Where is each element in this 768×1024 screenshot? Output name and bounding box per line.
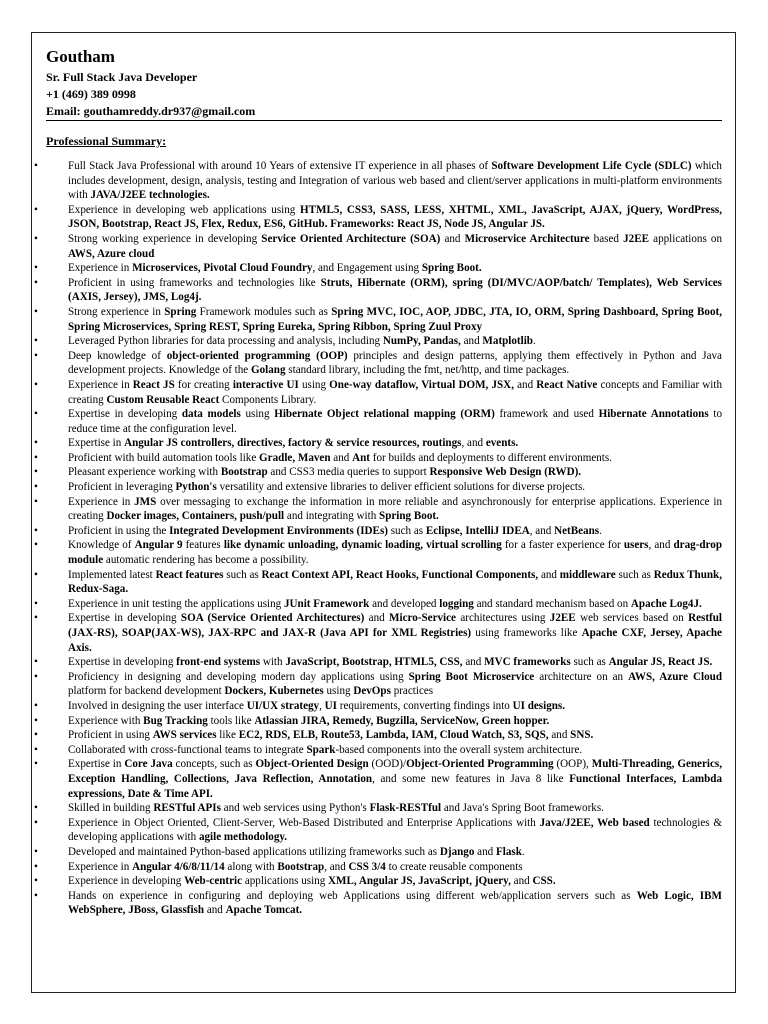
bullet-marker: • xyxy=(34,860,38,873)
summary-item: • Hands on experience in configuring and deploying web Applications using different web/application servers such as Web Logic, IBM WebSphere, JBoss, Glassfish and Apache Tomcat. xyxy=(34,889,722,917)
bold-keyword: Functional Interfaces, Lambda expressions, Date & Time API. xyxy=(68,772,722,800)
bold-keyword: Angular JS, React JS. xyxy=(608,656,713,669)
summary-item: • Experience in Angular 4/6/8/11/14 along with Bootstrap, and CSS 3/4 to create reusable components xyxy=(34,860,523,873)
bold-keyword: Django xyxy=(439,845,475,858)
bold-keyword: Web Logic, IBM WebSphere, JBoss, Glassfish xyxy=(68,889,722,917)
bold-keyword: Ant xyxy=(352,451,370,464)
bold-keyword: Struts, Hibernate (ORM), spring (DI/MVC/AOP/batch/ Templates), Web Services (AXIS, Jersey), JMS, Log4j. xyxy=(68,276,722,304)
bold-keyword: MVC frameworks xyxy=(484,656,571,669)
summary-item: • Experience in unit testing the applications using JUnit Framework and developed logging and standard mechanism based on Apache Log4J. xyxy=(34,597,702,610)
bullet-marker: • xyxy=(34,568,38,581)
bold-keyword: Spring Boot. xyxy=(379,510,439,523)
bullet-marker: • xyxy=(34,889,38,902)
bold-keyword: JMS xyxy=(134,495,157,508)
bullet-marker: • xyxy=(34,437,38,450)
bullet-marker: • xyxy=(34,699,38,712)
bold-keyword: agile methodology. xyxy=(198,831,288,844)
bullet-marker: • xyxy=(34,845,38,858)
bold-keyword: Micro-Service xyxy=(389,612,456,625)
bullet-marker: • xyxy=(34,349,38,362)
summary-item: • Full Stack Java Professional with around 10 Years of extensive IT experience in all phases of Software Development Life Cycle (SDLC) which includes development, design, analysis, testing and Integration of various web based and client/server applications in multi-platform environments with JAVA/J2EE technologies. xyxy=(34,160,722,202)
bold-keyword: Python's xyxy=(175,481,217,494)
candidate-phone: +1 (469) 389 0998 xyxy=(46,87,136,101)
bullet-marker: • xyxy=(34,743,38,756)
bold-keyword: UI xyxy=(324,699,337,712)
bullet-marker: • xyxy=(34,656,38,669)
bold-keyword: Service Oriented Architecture (SOA) xyxy=(261,232,441,245)
bold-keyword: object-oriented programming (OOP) xyxy=(166,349,348,362)
summary-item: • Experience in React JS for creating interactive UI using One-way dataflow, Virtual DOM, JSX, and React Native concepts and Familiar with creating Custom Reusable React Components Library. xyxy=(34,378,722,406)
bold-keyword: Eclipse, IntelliJ IDEA xyxy=(425,524,530,537)
bold-keyword: Hibernate Annotations xyxy=(598,408,709,421)
bold-keyword: Apache CXF, Jersey, Apache Axis. xyxy=(68,627,722,654)
summary-item: • Expertise in developing front-end systems with JavaScript, Bootstrap, HTML5, CSS, and MVC frameworks such as Angular JS, React JS. xyxy=(34,656,713,669)
bullet-marker: • xyxy=(34,408,38,421)
bullet-marker: • xyxy=(34,451,38,464)
bold-keyword: Dockers, Kubernetes xyxy=(224,685,324,698)
bold-keyword: like dynamic unloading, dynamic loading, virtual scrolling xyxy=(223,539,502,552)
bold-keyword: Custom Reusable React xyxy=(106,393,220,406)
bold-keyword: SNS. xyxy=(570,729,594,742)
bold-keyword: Restful (JAX-RS), SOAP(JAX-WS), JAX-RPC and JAX-R (Java API for XML Registries) xyxy=(68,612,723,639)
summary-item: • Involved in designing the user interface UI/UX strategy, UI requirements, converting findings into UI designs. xyxy=(34,699,566,712)
bold-keyword: AWS, Azure cloud xyxy=(68,247,155,260)
summary-item: • Proficient in using the Integrated Development Environments (IDEs) such as Eclipse, IntelliJ IDEA, and NetBeans. xyxy=(34,524,602,537)
bold-keyword: Atlassian JIRA, Remedy, Bugzilla, ServiceNow, Green hopper. xyxy=(254,714,550,727)
bold-keyword: XML, Angular JS, JavaScript, jQuery, xyxy=(328,875,511,888)
bold-keyword: Apache Tomcat. xyxy=(225,904,303,917)
summary-item: • Expertise in developing data models using Hibernate Object relational mapping (ORM) framework and used Hibernate Annotations to reduce time at the configuration level. xyxy=(34,408,722,435)
bold-keyword: AWS, Azure Cloud xyxy=(628,670,722,683)
bold-keyword: Microservices, Pivotal Cloud Foundry xyxy=(132,262,313,275)
bold-keyword: JUnit Framework xyxy=(283,597,370,610)
bold-keyword: UI designs. xyxy=(512,699,566,712)
bold-keyword: events. xyxy=(485,437,519,450)
bullet-marker: • xyxy=(34,612,38,625)
summary-item: • Expertise in developing SOA (Service Oriented Architectures) and Micro-Service architectures using J2EE web services based on Restful (JAX-RS), SOAP(JAX-WS), JAX-RPC and JAX-R (Java API for XML Registries) using frameworks like Apache CXF, Jersey, Apache Axis. xyxy=(34,612,723,654)
bullet-marker: • xyxy=(34,232,38,245)
bold-keyword: Redux Thunk, Redux-Saga. xyxy=(68,568,722,596)
summary-item: • Proficient in using frameworks and technologies like Struts, Hibernate (ORM), spring (DI/MVC/AOP/batch/ Templates), Web Services (AXIS, Jersey), JMS, Log4j. xyxy=(34,276,722,304)
bold-keyword: Bootstrap xyxy=(277,860,325,873)
bold-keyword: front-end systems xyxy=(176,656,261,669)
bold-keyword: AWS services xyxy=(152,729,217,742)
bullet-marker: • xyxy=(34,670,38,683)
summary-item: • Experience in JMS over messaging to exchange the information in more reliable and asynchronously for enterprise applications. Experience in creating Docker images, Containers, push/pull and integrating with Spring Boot. xyxy=(34,495,722,523)
summary-item: • Experience with Bug Tracking tools like Atlassian JIRA, Remedy, Bugzilla, ServiceNow, Green hopper. xyxy=(34,714,550,727)
bold-keyword: EC2, RDS, ELB, Route53, Lambda, IAM, Cloud Watch, S3, SQS, xyxy=(238,729,549,742)
bullet-marker: • xyxy=(34,714,38,727)
bold-keyword: Core Java xyxy=(124,758,173,771)
candidate-title: Sr. Full Stack Java Developer xyxy=(46,70,198,84)
bold-keyword: React Native xyxy=(536,378,598,391)
resume-header xyxy=(46,47,722,120)
summary-item: • Developed and maintained Python-based applications utilizing frameworks such as Django and Flask. xyxy=(34,845,525,858)
bold-keyword: logging xyxy=(439,597,474,610)
summary-item: • Deep knowledge of object-oriented programming (OOP) principles and design patterns, applying them effectively in Python and Java development projects. Knowledge of the Golang standard library, including the fmt, net/http, and time packages. xyxy=(34,349,722,377)
bold-keyword: users xyxy=(623,539,649,552)
bold-keyword: NetBeans xyxy=(554,524,600,537)
bullet-marker: • xyxy=(34,758,38,771)
bold-keyword: Integrated Development Environments (IDEs) xyxy=(169,524,388,537)
bullet-marker: • xyxy=(34,539,38,552)
bold-keyword: J2EE xyxy=(623,232,649,245)
bold-keyword: Spring Boot Microservice xyxy=(408,670,535,683)
bold-keyword: Angular JS controllers, directives, factory & service resources, routings xyxy=(124,437,462,450)
bullet-marker: • xyxy=(34,160,38,172)
summary-item: • Leveraged Python libraries for data processing and analysis, including NumPy, Pandas, and Matplotlib. xyxy=(34,335,536,348)
bullet-marker: • xyxy=(34,335,38,348)
summary-item: • Collaborated with cross-functional teams to integrate Spark-based components into the overall system architecture. xyxy=(34,743,583,756)
bold-keyword: RESTful APIs xyxy=(153,802,221,815)
bold-keyword: Object-Oriented Programming xyxy=(406,758,554,771)
bold-keyword: Docker images, Containers, push/pull xyxy=(106,510,285,523)
bold-keyword: middleware xyxy=(559,568,616,581)
bullet-marker: • xyxy=(34,495,38,508)
bold-keyword: Matplotlib xyxy=(482,335,533,348)
bold-keyword: JavaScript, Bootstrap, HTML5, CSS, xyxy=(285,656,463,669)
summary-item: • Proficiency in designing and developing modern day applications using Spring Boot Microservice architecture on an AWS, Azure Cloud platform for backend development Dockers, Kubernetes using DevOps practices xyxy=(34,670,722,698)
bullet-marker: • xyxy=(34,802,38,815)
bullet-marker: • xyxy=(34,466,38,479)
bullet-marker: • xyxy=(34,816,38,829)
bold-keyword: Flask xyxy=(495,845,522,858)
summary-item: • Skilled in building RESTful APIs and web services using Python's Flask-RESTful and Java's Spring Boot frameworks. xyxy=(34,802,604,815)
bullet-marker: • xyxy=(34,276,38,289)
bold-keyword: drag-drop module xyxy=(68,539,722,567)
bold-keyword: NumPy, Pandas, xyxy=(382,335,461,348)
bold-keyword: Flask-RESTful xyxy=(369,802,442,815)
summary-item: • Expertise in Core Java concepts, such as Object-Oriented Design (OOD)/Object-Oriented Programming (OOP), Multi-Threading, Generics, Exception Handling, Collections, Java Reflection, Annotation, and some new features in Java 8 like Functional Interfaces, Lambda expressions, Date & Time API. xyxy=(34,758,723,800)
bold-keyword: Golang xyxy=(251,364,286,377)
summary-list xyxy=(32,159,722,918)
bold-keyword: interactive UI xyxy=(232,378,299,391)
bold-keyword: React Context API, React Hooks, Functional Components, xyxy=(261,568,539,581)
bold-keyword: J2EE xyxy=(549,612,576,625)
bullet-marker: • xyxy=(34,875,38,888)
bold-keyword: Java/J2EE, Web based xyxy=(539,816,650,829)
bold-keyword: CSS. xyxy=(532,875,556,888)
summary-item: • Expertise in Angular JS controllers, directives, factory & service resources, routings, and events. xyxy=(34,437,519,450)
bold-keyword: SOA (Service Oriented Architectures) xyxy=(180,612,365,625)
bullet-marker: • xyxy=(34,597,38,610)
summary-item: • Pleasant experience working with Bootstrap and CSS3 media queries to support Responsive Web Design (RWD). xyxy=(34,466,582,479)
summary-item: • Experience in Microservices, Pivotal Cloud Foundry, and Engagement using Spring Boot. xyxy=(34,262,482,275)
bold-keyword: Microservice Architecture xyxy=(464,232,590,245)
summary-item: • Knowledge of Angular 9 features like dynamic unloading, dynamic loading, virtual scrolling for a faster experience for users, and drag-drop module automatic rendering has become a possibility. xyxy=(34,539,722,567)
bold-keyword: Multi-Threading, Generics, Exception Handling, Collections, Java Reflection, Annotation xyxy=(68,758,723,785)
bold-keyword: Bug Tracking xyxy=(143,714,208,727)
bold-keyword: Angular 4/6/8/11/14 xyxy=(132,860,225,873)
bullet-marker: • xyxy=(34,305,38,318)
bold-keyword: DevOps xyxy=(353,685,391,698)
bold-keyword: Bootstrap xyxy=(220,466,268,479)
bold-keyword: Angular 9 xyxy=(134,539,183,552)
bold-keyword: Spring xyxy=(164,305,197,318)
bold-keyword: One-way dataflow, Virtual DOM, JSX, xyxy=(329,378,514,391)
bold-keyword: JAVA/J2EE technologies. xyxy=(90,189,210,202)
summary-item: • Implemented latest React features such as React Context API, React Hooks, Functional Components, and middleware such as Redux Thunk, Redux-Saga. xyxy=(34,568,722,596)
summary-item: • Strong working experience in developing Service Oriented Architecture (SOA) and Microservice Architecture based J2EE applications on AWS, Azure cloud xyxy=(34,232,723,260)
bold-keyword: Spring Boot. xyxy=(421,262,482,275)
bold-keyword: HTML5, CSS3, SASS, LESS, XHTML, XML, JavaScript, AJAX, jQuery, WordPress, JSON, Bootstrap, React JS, Flex, Redux, ES6, GitHub. Frameworks: React JS, Node JS, Angular JS. xyxy=(68,203,722,231)
candidate-name: Goutham xyxy=(46,47,115,66)
bold-keyword: Spark xyxy=(306,743,336,756)
summary-item: • Experience in developing Web-centric applications using XML, Angular JS, JavaScript, jQuery, and CSS. xyxy=(34,875,556,888)
summary-item: • Strong experience in Spring Framework modules such as Spring MVC, IOC, AOP, JDBC, JTA, IO, ORM, Spring Dashboard, Spring Boot, Spring Microservices, Spring REST, Spring Eureka, Spring Ribbon, Spring Zuul Proxy xyxy=(34,305,722,333)
resume-page xyxy=(31,32,736,993)
bold-keyword: UI/UX strategy xyxy=(246,699,320,712)
bold-keyword: React features xyxy=(155,568,224,581)
bold-keyword: Hibernate Object relational mapping (ORM) xyxy=(274,408,495,421)
bold-keyword: Spring MVC, IOC, AOP, JDBC, JTA, IO, ORM, Spring Dashboard, Spring Boot, Spring Microservices, Spring REST, Spring Eureka, Spring Ribbon, Spring Zuul Proxy xyxy=(68,305,722,333)
section-heading-professional-summary: Professional Summary: xyxy=(46,134,167,148)
bold-keyword: Object-Oriented Design xyxy=(255,758,369,771)
bullet-marker: • xyxy=(34,378,38,391)
candidate-email: Email: gouthamreddy.dr937@gmail.com xyxy=(46,104,256,118)
bold-keyword: data models xyxy=(181,408,241,421)
summary-item: • Experience in developing web applications using HTML5, CSS3, SASS, LESS, XHTML, XML, JavaScript, AJAX, jQuery, WordPress, JSON, Bootstrap, React JS, Flex, Redux, ES6, GitHub. Frameworks: React JS, Node JS, Angular JS. xyxy=(34,203,722,231)
bullet-marker: • xyxy=(34,729,38,742)
bullet-marker: • xyxy=(34,262,38,275)
summary-item: • Proficient with build automation tools like Gradle, Maven and Ant for builds and deployments to different environments. xyxy=(34,451,612,464)
bold-keyword: Web-centric xyxy=(184,875,243,888)
bullet-marker: • xyxy=(34,524,38,537)
bold-keyword: CSS 3/4 xyxy=(348,860,386,873)
bold-keyword: React JS xyxy=(132,378,175,391)
bullet-marker: • xyxy=(34,203,38,216)
summary-item: • Experience in Object Oriented, Client-Server, Web-Based Distributed and Enterprise Applications with Java/J2EE, Web based technologies & developing applications with agile methodology. xyxy=(34,816,722,844)
summary-item: • Proficient in leveraging Python's versatility and extensive libraries to deliver efficient solutions for diverse projects. xyxy=(34,481,586,494)
bold-keyword: Apache Log4J. xyxy=(630,597,702,610)
bullet-marker: • xyxy=(34,481,38,494)
header-divider xyxy=(46,120,722,121)
summary-item: • Proficient in using AWS services like EC2, RDS, ELB, Route53, Lambda, IAM, Cloud Watch, S3, SQS, and SNS. xyxy=(34,729,594,742)
bold-keyword: Gradle, Maven xyxy=(259,451,331,464)
bold-keyword: Responsive Web Design (RWD). xyxy=(429,466,582,479)
bold-keyword: Software Development Life Cycle (SDLC) xyxy=(491,160,692,172)
